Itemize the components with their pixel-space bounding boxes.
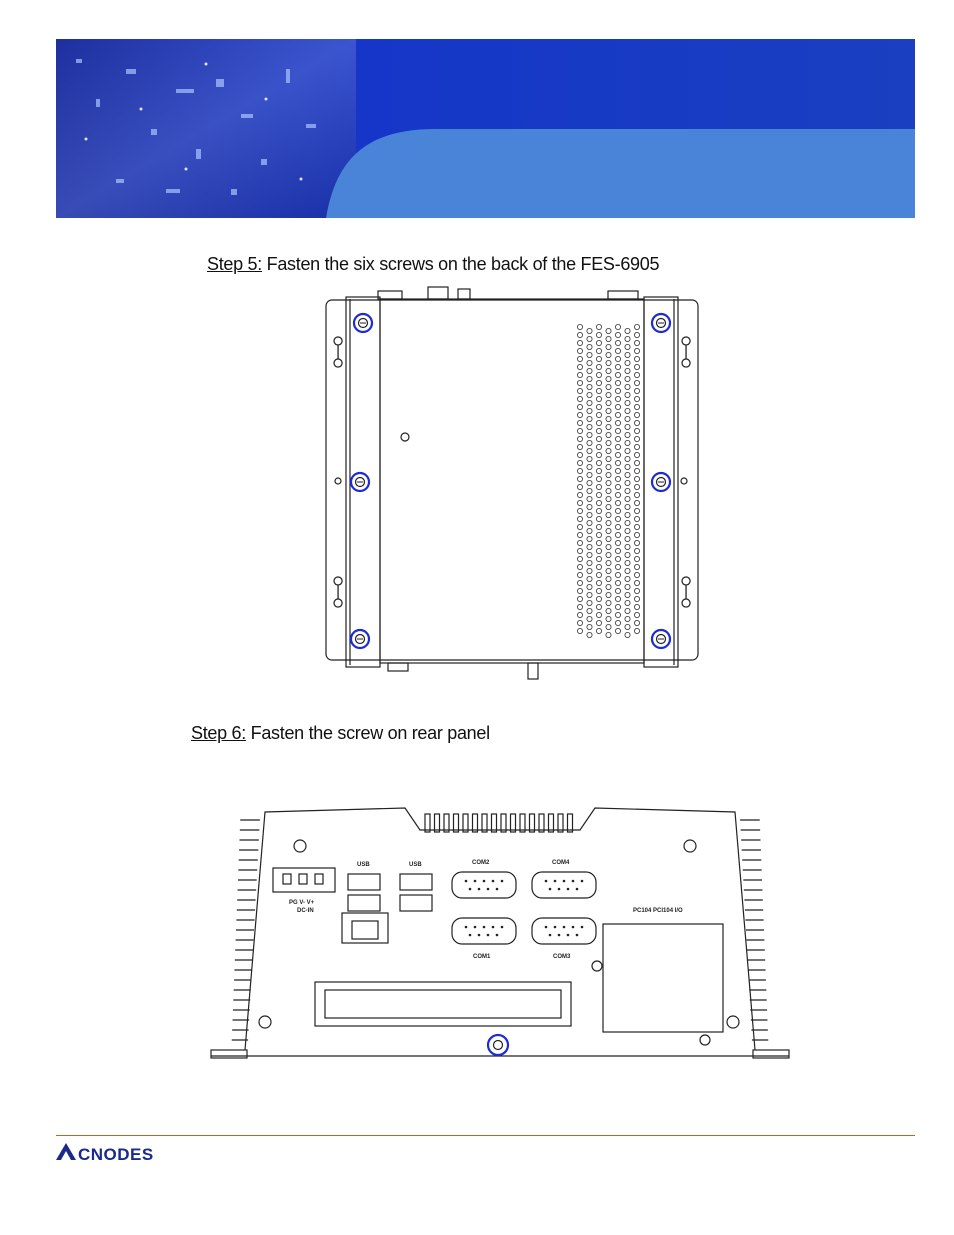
- com4-label: COM4: [552, 860, 570, 866]
- step-5-text: Fasten the six screws on the back of the FES-6905: [261, 254, 660, 274]
- screw-3: [351, 473, 369, 491]
- usb-label-1: USB: [357, 862, 370, 868]
- footer-rule: [56, 1135, 915, 1136]
- com1-label: COM1: [473, 954, 491, 960]
- logo-a-mark: [56, 1143, 76, 1160]
- screw-2: [652, 314, 670, 332]
- com2-label: COM2: [472, 860, 490, 866]
- power-pin-label: PG V- V+: [289, 900, 315, 906]
- rear-screw: [488, 1035, 508, 1055]
- com3-label: COM3: [553, 954, 571, 960]
- usb-label-2: USB: [409, 862, 422, 868]
- acnodes-logo: [56, 1140, 216, 1164]
- vent-holes: [577, 324, 639, 637]
- screw-4: [652, 473, 670, 491]
- header-banner: [56, 39, 915, 218]
- rear-panel-diagram: [205, 800, 795, 1068]
- step-5-instruction: [207, 254, 659, 275]
- screws: [351, 314, 670, 648]
- step-6-instruction: [191, 723, 490, 744]
- screw-6: [652, 630, 670, 648]
- screw-5: [351, 630, 369, 648]
- dc-in-label: DC-IN: [297, 908, 314, 914]
- logo-text: CNODES: [78, 1145, 154, 1164]
- screw-1: [354, 314, 372, 332]
- step-6-label: Step 6:: [191, 723, 246, 743]
- step-5-label: Step 5:: [207, 254, 262, 274]
- io-label: PC104 PCI104 I/O: [633, 908, 683, 914]
- step-6-text: Fasten the screw on rear panel: [245, 723, 490, 743]
- back-view-diagram: [318, 285, 706, 681]
